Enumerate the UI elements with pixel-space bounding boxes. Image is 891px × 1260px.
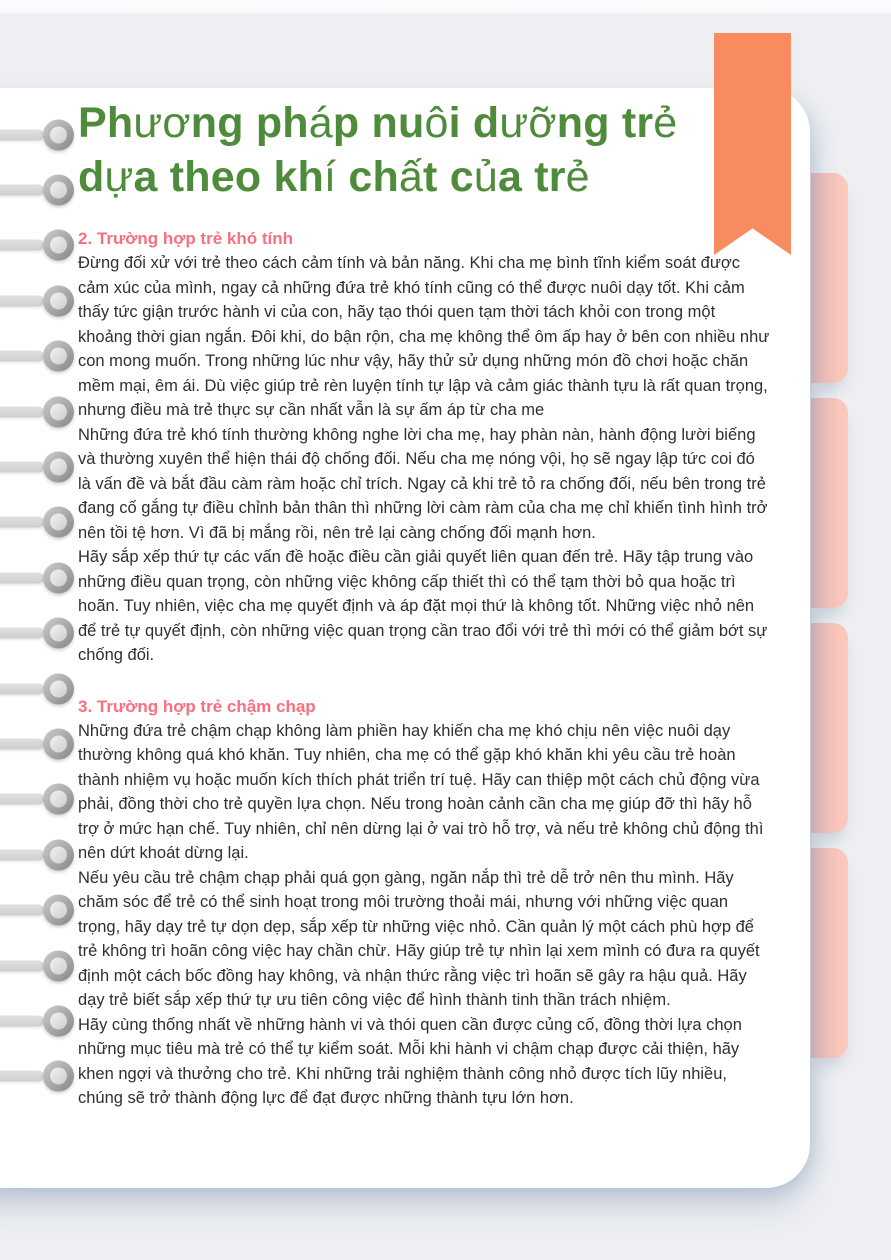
spiral-ring (0, 716, 80, 771)
section-heading: 2. Trường hợp trẻ khó tính (78, 229, 293, 248)
ring-bar-icon (0, 240, 44, 251)
spiral-ring (0, 273, 80, 328)
bookmark-ribbon-icon (714, 33, 791, 255)
ring-bar-icon (0, 406, 44, 417)
spiral-ring (0, 606, 80, 661)
ring-bar-icon (0, 129, 44, 140)
section-body (78, 719, 770, 1111)
ring-donut-icon (43, 1005, 74, 1036)
side-tab-4[interactable] (811, 848, 848, 1058)
ring-bar-icon (0, 1071, 44, 1082)
ring-bar-icon (0, 628, 44, 639)
ring-donut-icon (43, 1061, 74, 1092)
page-title-line1: Phương pháp nuôi dưỡng trẻ (78, 99, 678, 147)
ring-bar-icon (0, 351, 44, 362)
ring-donut-icon (43, 839, 74, 870)
spiral-ring (0, 550, 80, 605)
ring-bar-icon (0, 683, 44, 694)
spiral-ring (0, 384, 80, 439)
ring-donut-icon (43, 895, 74, 926)
ring-donut-icon (43, 618, 74, 649)
spiral-ring (0, 882, 80, 937)
side-tab-3[interactable] (811, 623, 848, 833)
paragraph: Hãy cùng thống nhất về những hành vi và thói quen cần được củng cố, đồng thời lựa chọn những mục tiêu mà trẻ có thể tự kiểm soát. Mỗi khi hành vi chậm chạp được cải thiện, hãy khen ngợi và thưởng cho trẻ. Khi những trải nghiệm thành công nhỏ được tích lũy nhiều, chúng sẽ trở thành động lực để đạt được những thành tựu lớn hơn. (78, 1015, 742, 1107)
section-heading: 3. Trường hợp trẻ chậm chạp (78, 696, 316, 716)
spiral-ring (0, 827, 80, 882)
spiral-ring (0, 495, 80, 550)
paragraph: Hãy sắp xếp thứ tự các vấn đề hoặc điều cần giải quyết liên quan đến trẻ. Hãy tập trung vào những điều quan trọng, còn những việc không cấp thiết thì có thể tạm thời bỏ qua hoặc trì hoãn. Tuy nhiên, việc cha mẹ quyết định và áp đặt mọi thứ là không tốt. Những việc nhỏ nên để trẻ tự quyết định, còn những việc quan trọng cần trao đổi với trẻ thì mới có thể giảm bớt sự chống đối. (78, 548, 768, 664)
section-body (78, 251, 770, 668)
ring-bar-icon (0, 794, 44, 805)
ring-bar-icon (0, 295, 44, 306)
spiral-ring (0, 1049, 80, 1104)
ring-bar-icon (0, 849, 44, 860)
ring-donut-icon (43, 452, 74, 483)
ring-donut-icon (43, 728, 74, 759)
side-tab-2[interactable] (811, 398, 848, 608)
ring-donut-icon (43, 230, 74, 261)
ring-bar-icon (0, 1015, 44, 1026)
ring-bar-icon (0, 905, 44, 916)
section-slow-child (78, 694, 770, 1111)
page-title-line2: dựa theo khí chất của trẻ (78, 153, 590, 201)
ring-bar-icon (0, 517, 44, 528)
ring-bar-icon (0, 462, 44, 473)
page-content (78, 96, 770, 1111)
paragraph: Nếu yêu cầu trẻ chậm chạp phải quá gọn gàng, ngăn nắp thì trẻ dễ trở nên thu mình. Hãy chăm sóc để trẻ có thể sinh hoạt trong môi trường thoải mái, nhưng với những việc quan trọng, hãy dạy trẻ tự dọn dẹp, sắp xếp từ những việc nhỏ. Cần quản lý một cách phù hợp để trẻ không trì hoãn công việc hay chần chừ. Hãy giúp trẻ tự nhìn lại xem mình có đưa ra quyết định một cách bốc đồng hay không, và nhận thức rằng việc trì hoãn sẽ gây ra hậu quả. Hãy dạy trẻ biết sắp xếp thứ tự ưu tiên công việc để hình thành tinh thần trách nhiệm. (78, 868, 760, 1009)
ring-bar-icon (0, 960, 44, 971)
ring-bar-icon (0, 185, 44, 196)
ring-donut-icon (43, 950, 74, 981)
ring-donut-icon (43, 562, 74, 593)
paragraph: Đừng đối xử với trẻ theo cách cảm tính và bản năng. Khi cha mẹ bình tĩnh kiểm soát được cảm xúc của mình, ngay cả những đứa trẻ khó tính cũng có thể được nuôi dạy tốt. Khi cảm thấy tức giận trước hành vi của con, hãy tạo thói quen tạm thời tách khỏi con trong một khoảng thời gian ngắn. Đôi khi, do bận rộn, cha mẹ không thể ôm ấp hay ở bên con nhiều như con mong muốn. Trong những lúc như vậy, hãy thử sử dụng những món đồ chơi hoặc chăn mềm mại, êm ái. Dù việc giúp trẻ rèn luyện tính tự lập và cảm giác thành tựu là rất quan trọng, nhưng điều mà trẻ thực sự cần nhất vẫn là sự ấm áp từ cha me (78, 254, 770, 419)
spiral-ring (0, 218, 80, 273)
paragraph: Những đứa trẻ khó tính thường không nghe lời cha mẹ, hay phàn nàn, hành động lười biếng và thường xuyên thể hiện thái độ chống đối. Nếu cha mẹ nóng vội, họ sẽ ngay lập tức coi đó là vấn đề và bắt đầu càm ràm hoặc chỉ trích. Ngay cả khi trẻ tỏ ra chống đối, nếu bên trong trẻ đang cố gắng tự điều chỉnh bản thân thì những lời càm ràm của cha mẹ chỉ khiến tình hình trở nên tồi tệ hơn. Vì đã bị mắng rồi, nên trẻ lại càng chống đối mạnh hơn. (78, 425, 768, 542)
ring-donut-icon (43, 285, 74, 316)
ring-bar-icon (0, 738, 44, 749)
ring-donut-icon (43, 396, 74, 427)
spiral-binding (0, 107, 80, 1104)
ring-donut-icon (43, 119, 74, 150)
spiral-ring (0, 439, 80, 494)
spiral-ring (0, 329, 80, 384)
page-title (78, 96, 770, 204)
side-tabs (811, 173, 848, 1058)
ring-donut-icon (43, 175, 74, 206)
spiral-ring (0, 162, 80, 217)
side-tab-1[interactable] (811, 173, 848, 383)
section-difficult-child (78, 226, 770, 668)
ring-donut-icon (43, 341, 74, 372)
spiral-ring (0, 661, 80, 716)
ring-bar-icon (0, 572, 44, 583)
spiral-ring (0, 772, 80, 827)
paragraph: Những đứa trẻ chậm chạp không làm phiền hay khiến cha mẹ khó chịu nên việc nuôi dạy thường không quá khó khăn. Tuy nhiên, cha mẹ có thể gặp khó khăn khi yêu cầu trẻ hoàn thành nhiệm vụ hoặc muốn kích thích phát triển trí tuệ. Hãy can thiệp một cách chủ động vừa phải, đồng thời cho trẻ quyền lựa chọn. Nếu trong hoàn cảnh cần cha mẹ giúp đỡ thì hãy hỗ trợ ở mức hạn chế. Tuy nhiên, chỉ nên dừng lại ở vai trò hỗ trợ, và nếu trẻ không chủ động thì nên dứt khoát dừng lại. (78, 721, 764, 862)
ring-donut-icon (43, 507, 74, 538)
spiral-ring (0, 938, 80, 993)
spiral-ring (0, 107, 80, 162)
ring-donut-icon (43, 673, 74, 704)
spiral-ring (0, 993, 80, 1048)
ring-donut-icon (43, 784, 74, 815)
